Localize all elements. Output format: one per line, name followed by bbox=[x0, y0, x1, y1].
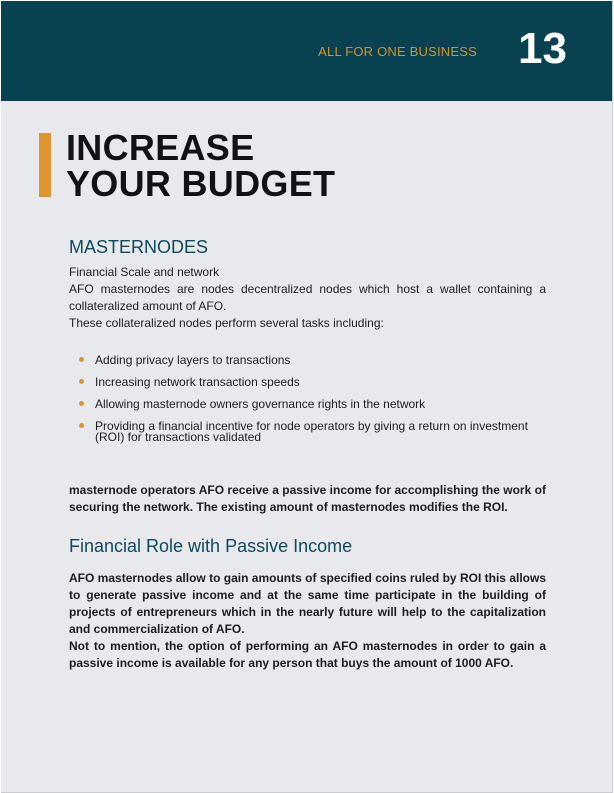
financial-role-paragraph-1: AFO masternodes allow to gain amounts of specified coins ruled by ROI this allows to generate passive income and at the same time participate in the building of projects of entrepreneurs which in the nearly future will help to the capitalization and commercialization of AFO. bbox=[69, 571, 546, 636]
masternodes-subheading: Financial Scale and network bbox=[69, 265, 220, 279]
spacer bbox=[69, 454, 546, 482]
list-item bbox=[69, 421, 546, 443]
masternodes-heading: MASTERNODES bbox=[69, 237, 209, 257]
page-title-line-1: INCREASE bbox=[66, 127, 255, 168]
brand-label: ALL FOR ONE BUSINESS bbox=[318, 44, 477, 59]
page-title bbox=[66, 127, 336, 204]
document-page bbox=[1, 1, 613, 793]
page-number: 13 bbox=[518, 24, 567, 73]
content-body bbox=[69, 237, 546, 672]
masternodes-closing: masternode operators AFO receive a passive income for accomplishing the work of securing the network. The existing amount of masternodes modifies the ROI. bbox=[69, 483, 546, 514]
bullet-icon bbox=[79, 357, 84, 362]
financial-role-heading: Financial Role with Passive Income bbox=[69, 536, 353, 556]
list-item bbox=[69, 355, 546, 366]
bullet-icon bbox=[79, 379, 84, 384]
title-accent-bar bbox=[39, 133, 51, 197]
spacer bbox=[69, 516, 546, 536]
list-item-text: Increasing network transaction speeds bbox=[95, 375, 300, 389]
list-item bbox=[69, 377, 546, 388]
tasks-list bbox=[69, 355, 546, 443]
bullet-icon bbox=[79, 401, 84, 406]
page-title-line-2: YOUR BUDGET bbox=[66, 163, 336, 204]
masternodes-tasks-intro: These collateralized nodes perform several tasks including: bbox=[69, 316, 384, 330]
financial-role-paragraph-2: Not to mention, the option of performing an AFO masternodes in order to gain a passive income is available for any person that buys the amount of 1000 AFO. bbox=[69, 639, 546, 670]
page-header bbox=[1, 1, 612, 101]
list-item-text: Providing a financial incentive for node operators by giving a return on investment (ROI) for transactions validated bbox=[95, 419, 528, 444]
list-item bbox=[69, 399, 546, 410]
bullet-icon bbox=[79, 423, 84, 428]
list-item-text: Allowing masternode owners governance rights in the network bbox=[95, 397, 426, 411]
masternodes-intro: AFO masternodes are nodes decentralized nodes which host a wallet containing a collateralized amount of AFO. bbox=[69, 282, 546, 313]
spacer bbox=[69, 332, 546, 355]
list-item-text: Adding privacy layers to transactions bbox=[95, 353, 291, 367]
spacer bbox=[69, 556, 546, 570]
